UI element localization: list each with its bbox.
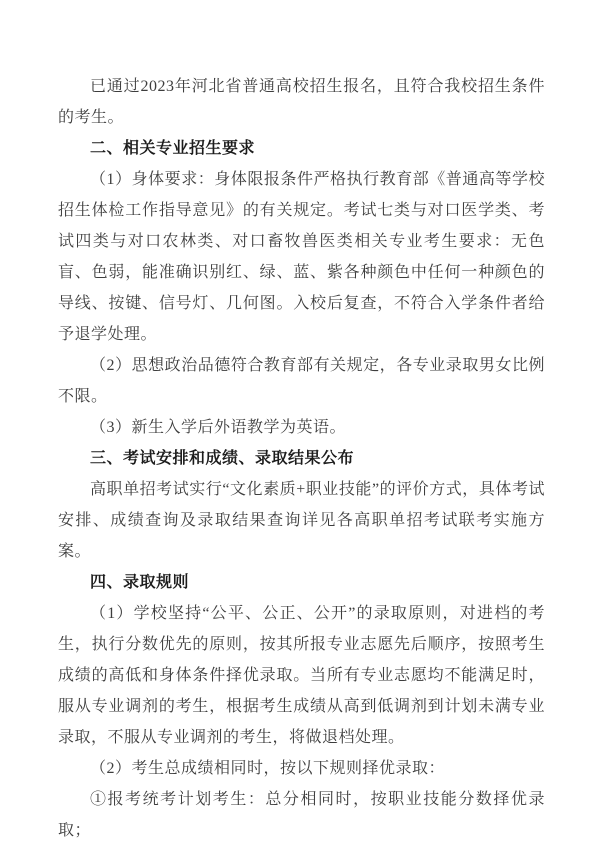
section-heading-4: 四、录取规则 (90, 574, 190, 591)
paragraph-physical-requirements: （1）身体要求：身体限报条件严格执行教育部《普通高等学校招生体检工作指导意见》的有关规定。考试七类与对口医学类、考试四类与对口农林类、对口畜牧兽医类相关专业考生要求：无色盲、色弱，能准确识别红、绿、蓝、紫各种颜色中任何一种颜色的导线、按键、信号灯、几何图。入校后复查，不符合入学条件者给予退学处理。 (58, 171, 545, 343)
paragraph-foreign-language: （3）新生入学后外语教学为英语。 (90, 419, 347, 436)
paragraph-exam-arrangement: 高职单招考试实行“文化素质+职业技能”的评价方式，具体考试安排、成绩查询及录取结果查询详见各高职单招考试联考实施方案。 (58, 481, 545, 560)
paragraph-eligible-candidates: 已通过2023年河北省普通高校招生报名，且符合我校招生条件的考生。 (58, 78, 545, 126)
paragraph-admission-principle: （1）学校坚持“公平、公正、公开”的录取原则，对进档的考生，执行分数优先的原则，按其所报专业志愿先后顺序，按照考生成绩的高低和身体条件择优录取。当所有专业志愿均不能满足时，服从专业调剂的考生，根据考生成绩从高到低调剂到计划未满专业录取，不服从专业调剂的考生，将做退档处理。 (58, 605, 545, 746)
section-heading-2: 二、相关专业招生要求 (90, 140, 256, 157)
paragraph-tie-break-intro: （2）考生总成绩相同时，按以下规则择优录取： (90, 760, 446, 777)
paragraph-political-morality: （2）思想政治品德符合教育部有关规定，各专业录取男女比例不限。 (58, 357, 545, 405)
section-heading-3: 三、考试安排和成绩、录取结果公布 (90, 450, 355, 467)
paragraph-tie-break-rule-1: ①报考统考计划考生：总分相同时，按职业技能分数择优录取； (58, 791, 545, 839)
